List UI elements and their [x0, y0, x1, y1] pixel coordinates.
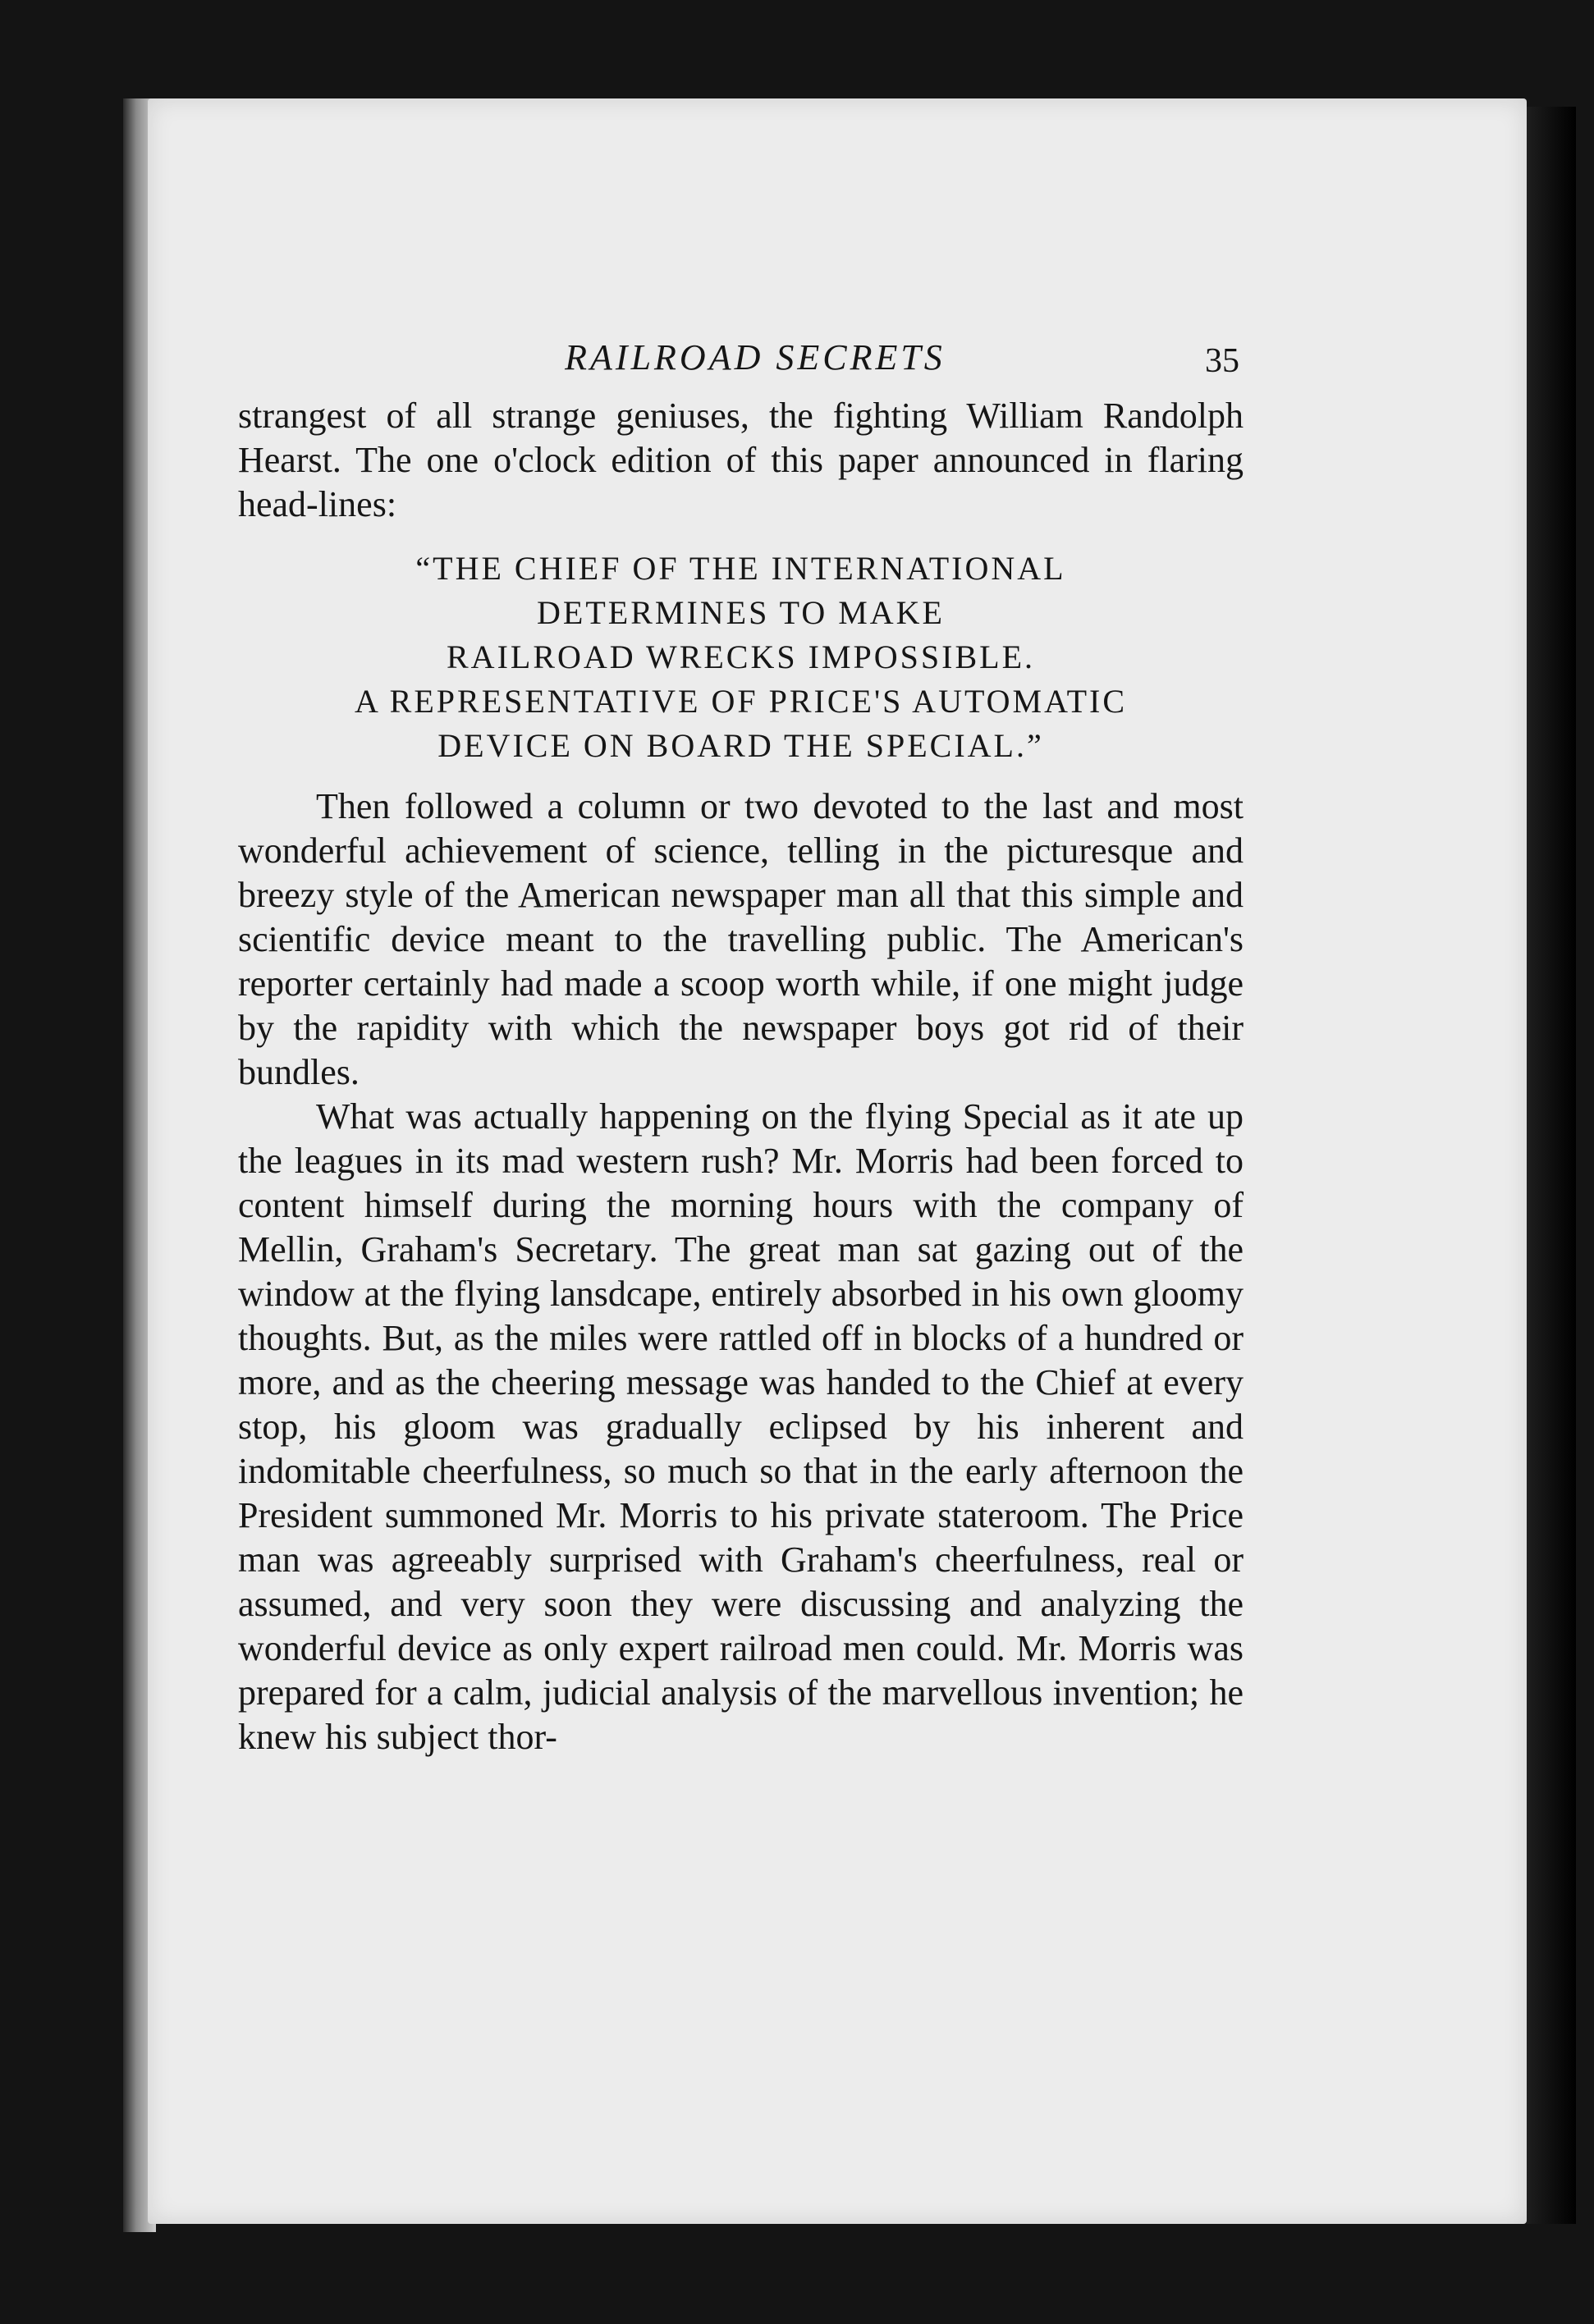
page-shadow [1527, 107, 1576, 2224]
headline-line: DETERMINES TO MAKE [537, 594, 945, 631]
running-head: RAILROAD SECRETS [565, 337, 946, 377]
headline-line: “THE CHIEF OF THE INTERNATIONAL [415, 550, 1066, 587]
headline-line: RAILROAD WRECKS IMPOSSIBLE. [447, 638, 1035, 675]
paragraph: What was actually happening on the flying Special as it ate up the leagues in its mad western rush? Mr. Morris had been forced to content himself during the morning hours with the company of Mellin, Graham's Secretary. The great man sat gazing out of the window at the flying lansdcape, entirely absorbed in his own gloomy thoughts. But, as the miles were rattled off in blocks of a hundred or more, and as the cheering message was handed to the Chief at every stop, his gloom was gradually eclipsed by his inherent and indomitable cheerfulness, so much so that in the early afternoon the President summoned Mr. Morris to his private stateroom. The Price man was agreeably surprised with Graham's cheerfulness, real or assumed, and very soon they were discussing and analyzing the wonderful device as only expert railroad men could. Mr. Morris was prepared for a calm, judicial analysis of the marvellous invention; he knew his subject thor- [238, 1096, 1244, 1757]
paragraph: Then followed a column or two devoted to the last and most wonderful achievement of science, telling in the picturesque and breezy style of the American newspaper man all that this simple and scientific device meant to the travelling public. The American's reporter certainly had made a scoop worth while, if one might judge by the rapidity with which the newspaper boys got rid of their bundles. [238, 786, 1244, 1092]
headline-line: DEVICE ON BOARD THE SPECIAL.” [437, 727, 1044, 764]
opening-paragraph: strangest of all strange geniuses, the fighting William Randolph Hearst. The one o'clock edition of this paper announced in flaring head-lines: [238, 396, 1244, 524]
page-header [271, 336, 1239, 402]
page-body [238, 394, 1244, 1759]
newspaper-headline [238, 547, 1244, 768]
headline-line: A REPRESENTATIVE OF PRICE'S AUTOMATIC [354, 683, 1128, 720]
page-number: 35 [1205, 342, 1239, 380]
